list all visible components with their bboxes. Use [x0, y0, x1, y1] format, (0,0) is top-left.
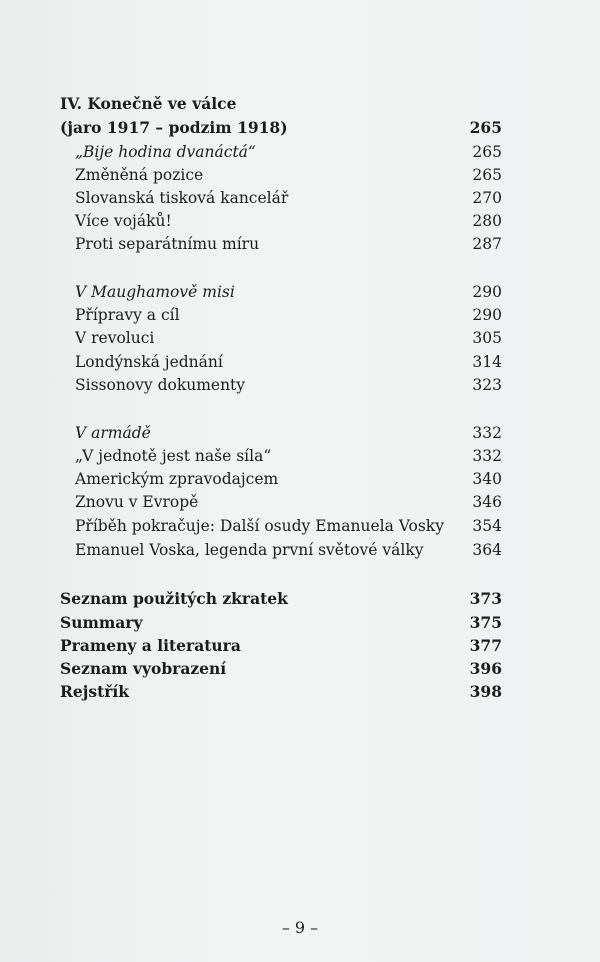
toc-entry-title: (jaro 1917 – podzim 1918) — [60, 118, 288, 137]
toc-entry-page: 340 — [472, 470, 502, 488]
toc-entry-title: Rejstřík — [60, 682, 130, 701]
toc-entry — [60, 611, 502, 635]
toc-entry — [75, 350, 502, 374]
toc-entry-title: V armádě — [75, 424, 151, 442]
toc-entry-title: Emanuel Voska, legenda první světové války — [75, 541, 424, 559]
toc-entry-page: 314 — [472, 353, 502, 371]
toc-entry-title: Příběh pokračuje: Další osudy Emanuela Vosky — [75, 517, 444, 535]
toc-entry-title: Více vojáků! — [75, 212, 172, 230]
toc-entry-page: 305 — [472, 329, 502, 347]
toc-entry-page: 398 — [469, 682, 502, 701]
toc-entry-title: Americkým zpravodajcem — [75, 470, 279, 488]
toc-entry-page: 375 — [469, 613, 502, 632]
toc-entry-title: Seznam použitých zkratek — [60, 589, 288, 608]
toc-entry — [75, 490, 502, 514]
toc-entry-page: 332 — [472, 447, 502, 465]
toc-entry — [75, 326, 502, 350]
toc-entry-page: 323 — [472, 376, 502, 394]
toc-entry — [60, 680, 502, 704]
toc-entry-page: 265 — [472, 143, 502, 161]
toc-entry-title: Seznam vyobrazení — [60, 659, 227, 678]
toc-entry — [75, 280, 502, 304]
toc-entry-page: 280 — [472, 212, 502, 230]
toc-entry — [75, 444, 502, 468]
toc-entry — [60, 657, 502, 681]
toc-entry-page: 290 — [472, 306, 502, 324]
toc-entry-title: V revoluci — [75, 329, 155, 347]
toc-entry-page: 265 — [472, 166, 502, 184]
toc-entry — [75, 186, 502, 210]
toc-entry-page: 332 — [472, 424, 502, 442]
toc-entry — [60, 587, 502, 611]
toc-entry-title: Znovu v Evropě — [75, 493, 199, 511]
toc-entry-title: Proti separátnímu míru — [75, 235, 260, 253]
toc-entry-page: 373 — [469, 589, 502, 608]
toc-entry-page: 290 — [472, 283, 502, 301]
toc-entry — [75, 538, 502, 562]
toc-entry-title: „Bije hodina dvanáctá“ — [75, 143, 256, 161]
toc-entry-page: 265 — [469, 118, 502, 137]
toc-entry — [60, 116, 502, 140]
toc-entry-page: 270 — [472, 189, 502, 207]
toc-entry-title: Sissonovy dokumenty — [75, 376, 246, 394]
toc-entry-title: Londýnská jednání — [75, 353, 223, 371]
toc-entry — [75, 373, 502, 397]
toc-entry — [75, 163, 502, 187]
toc-entry-page: 354 — [472, 517, 502, 535]
toc-entry — [75, 232, 502, 256]
toc-entry-title: Změněná pozice — [75, 166, 204, 184]
toc-entry-page: 364 — [472, 541, 502, 559]
toc-entry — [60, 634, 502, 658]
toc-entry-page: 396 — [469, 659, 502, 678]
section-heading: IV. Konečně ve válce — [60, 94, 237, 113]
toc-entry — [75, 140, 502, 164]
toc-entry-title: Přípravy a cíl — [75, 306, 180, 324]
toc-entry-title: Slovanská tisková kancelář — [75, 189, 289, 207]
toc-entry — [75, 303, 502, 327]
toc-entry-title: Prameny a literatura — [60, 636, 241, 655]
toc-entry — [75, 514, 502, 538]
toc-entry — [75, 209, 502, 233]
toc-entry-page: 346 — [472, 493, 502, 511]
toc-entry-title: V Maughamově misi — [75, 283, 235, 301]
toc-entry-title: Summary — [60, 613, 143, 632]
page-number: – 9 – — [281, 918, 319, 937]
toc-entry-page: 287 — [472, 235, 502, 253]
toc-entry-title: „V jednotě jest naše síla“ — [75, 447, 272, 465]
toc-entry — [75, 467, 502, 491]
toc-entry — [75, 421, 502, 445]
toc-entry-page: 377 — [469, 636, 502, 655]
